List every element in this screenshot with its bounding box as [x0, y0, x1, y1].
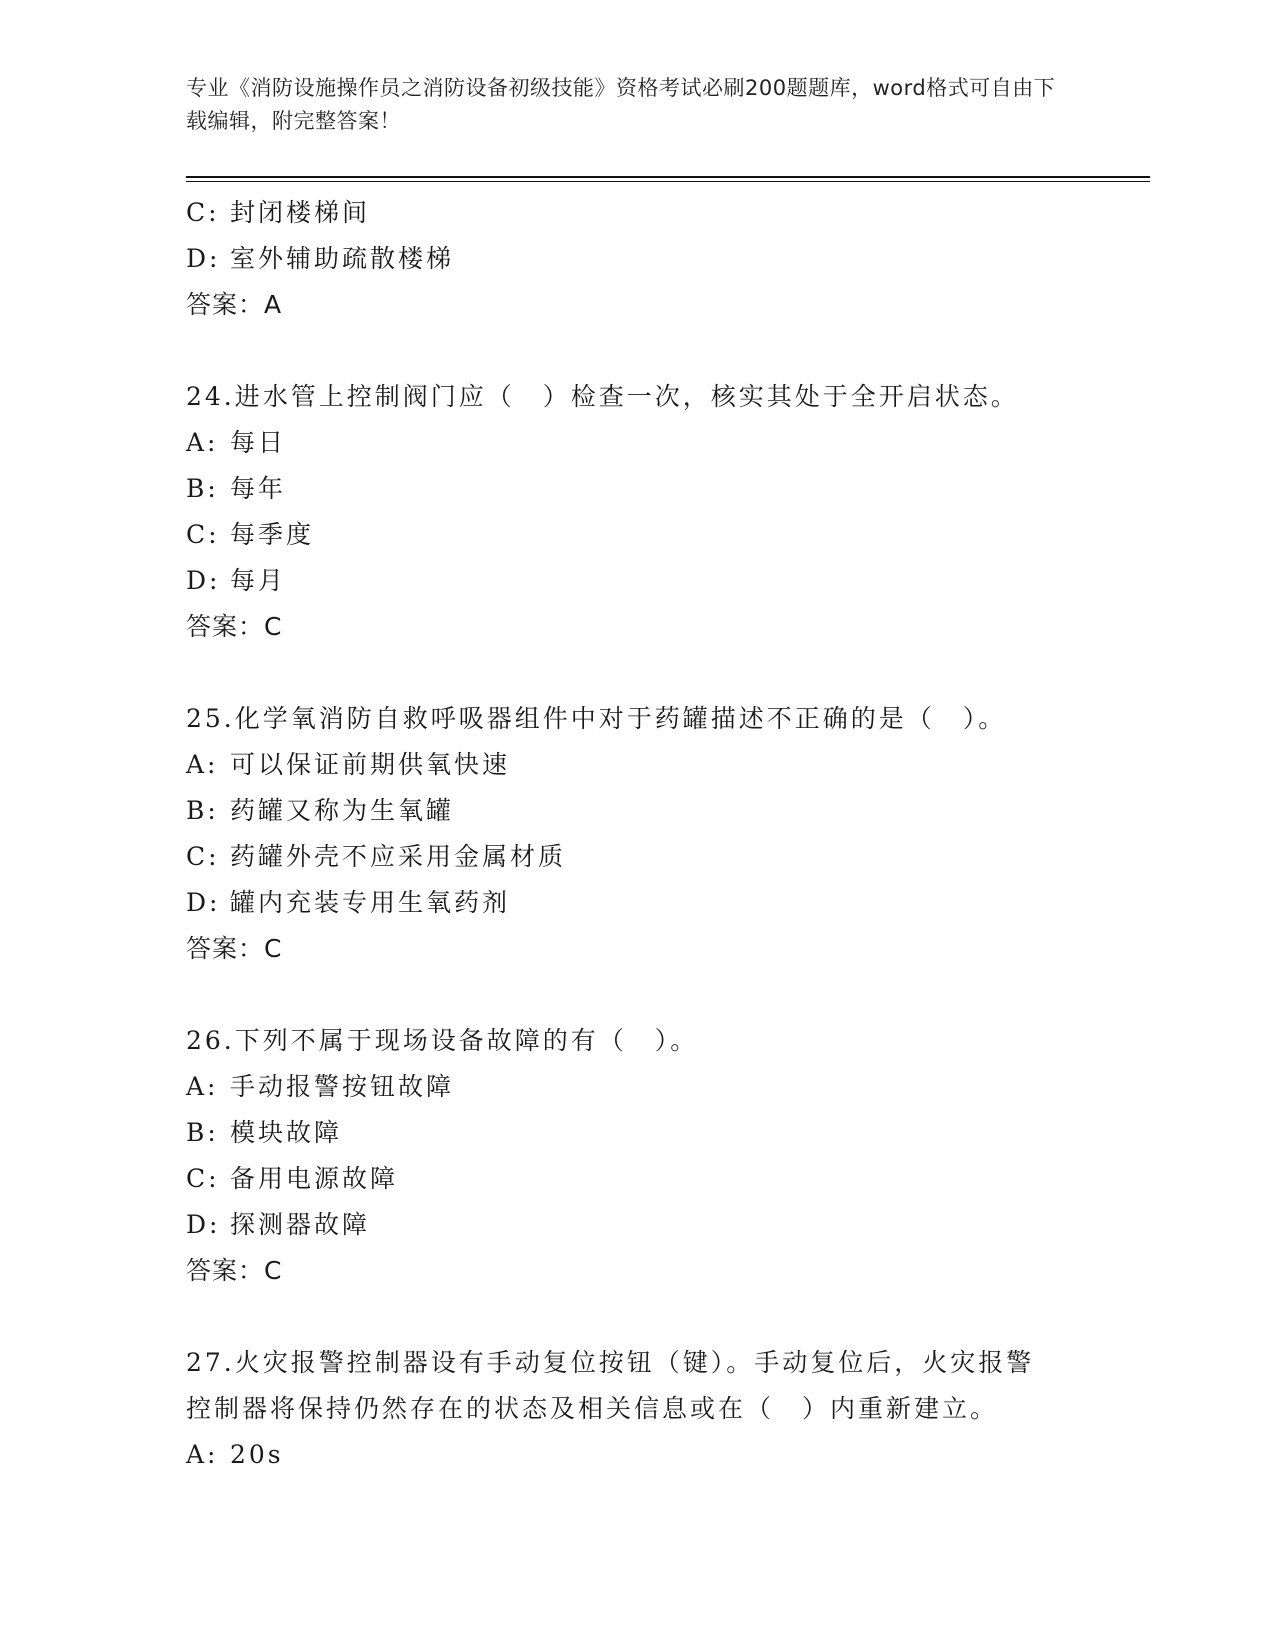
option-text: 每季度 — [230, 520, 315, 549]
question-26 — [186, 1018, 1086, 1294]
option-c — [186, 1156, 1086, 1202]
question-stem: 24.进水管上控制阀门应（ ）检查一次，核实其处于全开启状态。 — [186, 382, 1019, 411]
option-text: 每月 — [230, 566, 287, 595]
option-a — [186, 1432, 1086, 1478]
option-b — [186, 466, 1086, 512]
option-key: D: — [186, 244, 221, 273]
header-text: 专业《消防设施操作员之消防设备初级技能》资格考试必刷200题题库，word格式可自由下载编辑，附完整答案！ — [186, 76, 1056, 133]
option-text: 备用电源故障 — [230, 1164, 399, 1193]
option-key: D: — [186, 1210, 221, 1239]
question-list — [186, 190, 1086, 1478]
option-a — [186, 742, 1086, 788]
option-key: B: — [186, 1118, 219, 1147]
option-key: B: — [186, 474, 219, 503]
option-d — [186, 1202, 1086, 1248]
answer-line: 答案：A — [186, 290, 283, 319]
option-b — [186, 788, 1086, 834]
question-stem-line-1: 27.火灾报警控制器设有手动复位按钮（键）。手动复位后，火灾报警 — [186, 1348, 1035, 1377]
question-24 — [186, 374, 1086, 650]
option-text: 罐内充装专用生氧药剂 — [230, 888, 511, 917]
question-stem-line-2: 控制器将保持仍然存在的状态及相关信息或在（ ）内重新建立。 — [186, 1394, 999, 1423]
option-d — [186, 880, 1086, 926]
option-key: C: — [186, 1164, 220, 1193]
option-key: A: — [186, 1072, 219, 1101]
option-text: 药罐外壳不应采用金属材质 — [230, 842, 567, 871]
option-key: B: — [186, 796, 219, 825]
option-text: 每日 — [230, 428, 287, 457]
document-header — [186, 72, 1066, 138]
option-key: D: — [186, 566, 221, 595]
answer-line: 答案：C — [186, 1256, 283, 1285]
question-27 — [186, 1340, 1086, 1478]
option-c — [186, 834, 1086, 880]
option-key: C: — [186, 842, 220, 871]
header-divider-thick — [186, 176, 1150, 178]
option-text: 模块故障 — [230, 1118, 343, 1147]
question-25 — [186, 696, 1086, 972]
option-text: 药罐又称为生氧罐 — [230, 796, 455, 825]
option-c — [186, 190, 1086, 236]
question-23-fragment — [186, 190, 1086, 328]
option-b — [186, 1110, 1086, 1156]
option-key: C: — [186, 520, 220, 549]
header-divider-thin — [186, 181, 1150, 182]
option-d — [186, 236, 1086, 282]
answer-line: 答案：C — [186, 934, 283, 963]
answer-line: 答案：C — [186, 612, 283, 641]
option-key: C: — [186, 198, 220, 227]
option-text: 20s — [230, 1440, 284, 1469]
option-a — [186, 1064, 1086, 1110]
option-key: D: — [186, 888, 221, 917]
option-c — [186, 512, 1086, 558]
option-d — [186, 558, 1086, 604]
option-text: 可以保证前期供氧快速 — [230, 750, 511, 779]
question-stem: 25.化学氧消防自救呼吸器组件中对于药罐描述不正确的是（ ）。 — [186, 704, 1007, 733]
option-text: 手动报警按钮故障 — [230, 1072, 455, 1101]
option-text: 室外辅助疏散楼梯 — [230, 244, 455, 273]
option-text: 封闭楼梯间 — [230, 198, 371, 227]
option-key: A: — [186, 428, 219, 457]
option-a — [186, 420, 1086, 466]
question-stem: 26.下列不属于现场设备故障的有（ ）。 — [186, 1026, 699, 1055]
option-key: A: — [186, 1440, 219, 1469]
option-text: 探测器故障 — [230, 1210, 371, 1239]
option-text: 每年 — [230, 474, 287, 503]
option-key: A: — [186, 750, 219, 779]
